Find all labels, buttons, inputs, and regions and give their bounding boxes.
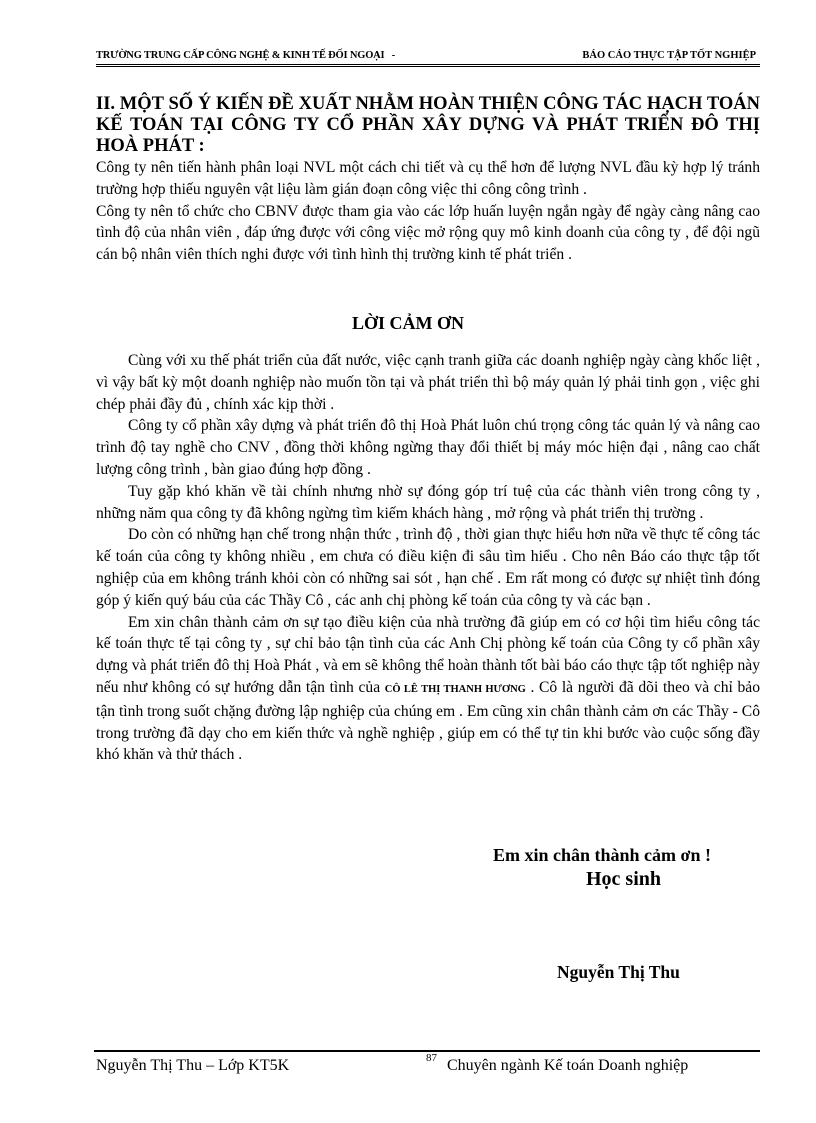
section-paragraph: Công ty nên tổ chức cho CBNV được tham gia vào các lớp huấn luyện ngắn ngày để ngày càng nâng cao tình độ của nhân viên , đáp ứng được với công việc mở rộng quy mô kinh doanh của công ty , để đội ngũ cán bộ nhân viên thích nghi được với tình hình thị trường kinh tế phát triển . <box>96 202 760 264</box>
thanks-paragraph-last: Em xin chân thành cảm ơn sự tạo điều kiện của nhà trường đã giúp em có cơ hội tìm hiểu công tác kế toán thực tế tại công ty , sự chỉ bảo tận tình của các Anh Chị phòng kế toán của Công ty cổ phần xây dựng và phát triển đô thị Hoà Phát , và em sẽ không thể hoàn thành tốt bài báo cáo thực tập tốt nghiệp này nếu như không có sự hướng dẫn tận tình của CÔ LÊ THỊ THANH HƯƠNG . Cô là người đã dõi theo và chỉ bảo tận tình trong suốt chặng đường lập nghiệp của chúng em . Em cũng xin chân thành cảm ơn các Thầy - Cô trong trường đã dạy cho em kiến thức và nghề nghiệp , giúp em có thể tự tin khi bước vào cuộc sống đầy khó khăn và thử thách . <box>96 613 760 764</box>
thanks-body <box>96 350 760 766</box>
thanks-paragraph: Cùng với xu thế phát triển của đất nước, việc cạnh tranh giữa các doanh nghiệp ngày càng khốc liệt , vì vậy bất kỳ một doanh nghiệp nào muốn tồn tại và phát triển thì bộ máy quản lý phải tinh gọn , việc ghi chép phải đầy đủ , chính xác kịp thời . <box>96 352 760 413</box>
footer-author: Nguyễn Thị Thu – Lớp KT5K <box>96 1057 290 1074</box>
closing-role: Học sinh <box>586 868 662 890</box>
thanks-title: LỜI CẢM ƠN <box>352 313 464 333</box>
closing-line: Em xin chân thành cảm ơn ! <box>493 845 712 865</box>
section-title: II. MỘT SỐ Ý KIẾN ĐỀ XUẤT NHẰM HOÀN THIỆN CÔNG TÁC HẠCH TOÁN KẾ TOÁN TẠI CÔNG TY CỔ PHẦN XÂY DỰNG VÀ PHÁT TRIỂN ĐÔ THỊ HOÀ PHÁT : <box>96 94 760 156</box>
page-header <box>96 47 760 67</box>
page-number: 87 <box>426 1052 437 1064</box>
thanks-paragraph: Công ty cổ phần xây dựng và phát triển đô thị Hoà Phát luôn chú trọng công tác quản lý và nâng cao trình độ tay nghề cho CNV , đồng thời không ngừng thay đổi thiết bị máy móc hiện đại , nâng cao chất lượng công trình , bàn giao đúng hợp đồng . <box>96 417 760 478</box>
teacher-name: CÔ LÊ THỊ THANH HƯƠNG <box>384 683 526 695</box>
signer-name: Nguyễn Thị Thu <box>557 962 680 982</box>
section-body <box>96 157 760 266</box>
section-paragraph: Công ty nên tiến hành phân loại NVL một cách chi tiết và cụ thể hơn để lượng NVL đầu kỳ hợp lý tránh trường hợp thiếu nguyên vật liệu làm gián đoạn công việc thi công công trình . <box>96 159 760 198</box>
footer-major: Chuyên ngành Kế toán Doanh nghiệp <box>447 1057 689 1074</box>
thanks-paragraph: Do còn có những hạn chế trong nhận thức , trình độ , thời gian thực hiểu hơn nữa về thực tế công tác kế toán của công ty không nhiều , em chưa có điều kiện đi sâu tìm hiểu . Cho nên Báo cáo thực tập tốt nghiệp của em không tránh khỏi còn có những sai sót , hạn chế . Em rất mong có được sự nhiệt tình đóng góp ý kiến quý báu của các Thầy Cô , các anh chị phòng kế toán của công ty và các bạn . <box>96 526 760 609</box>
thanks-paragraph: Tuy gặp khó khăn về tài chính nhưng nhờ sự đóng góp trí tuệ của các thành viên trong công ty , những năm qua công ty đã không ngừng tìm kiếm khách hàng , mở rộng và phát triển thị trường . <box>96 482 760 522</box>
header-report: BÁO CÁO THỰC TẬP TỐT NGHIỆP <box>582 50 756 61</box>
header-school: TRƯỜNG TRUNG CẤP CÔNG NGHỆ & KINH TẾ ĐỐI NGOẠI - <box>96 50 396 61</box>
header-separator: - <box>391 50 396 61</box>
